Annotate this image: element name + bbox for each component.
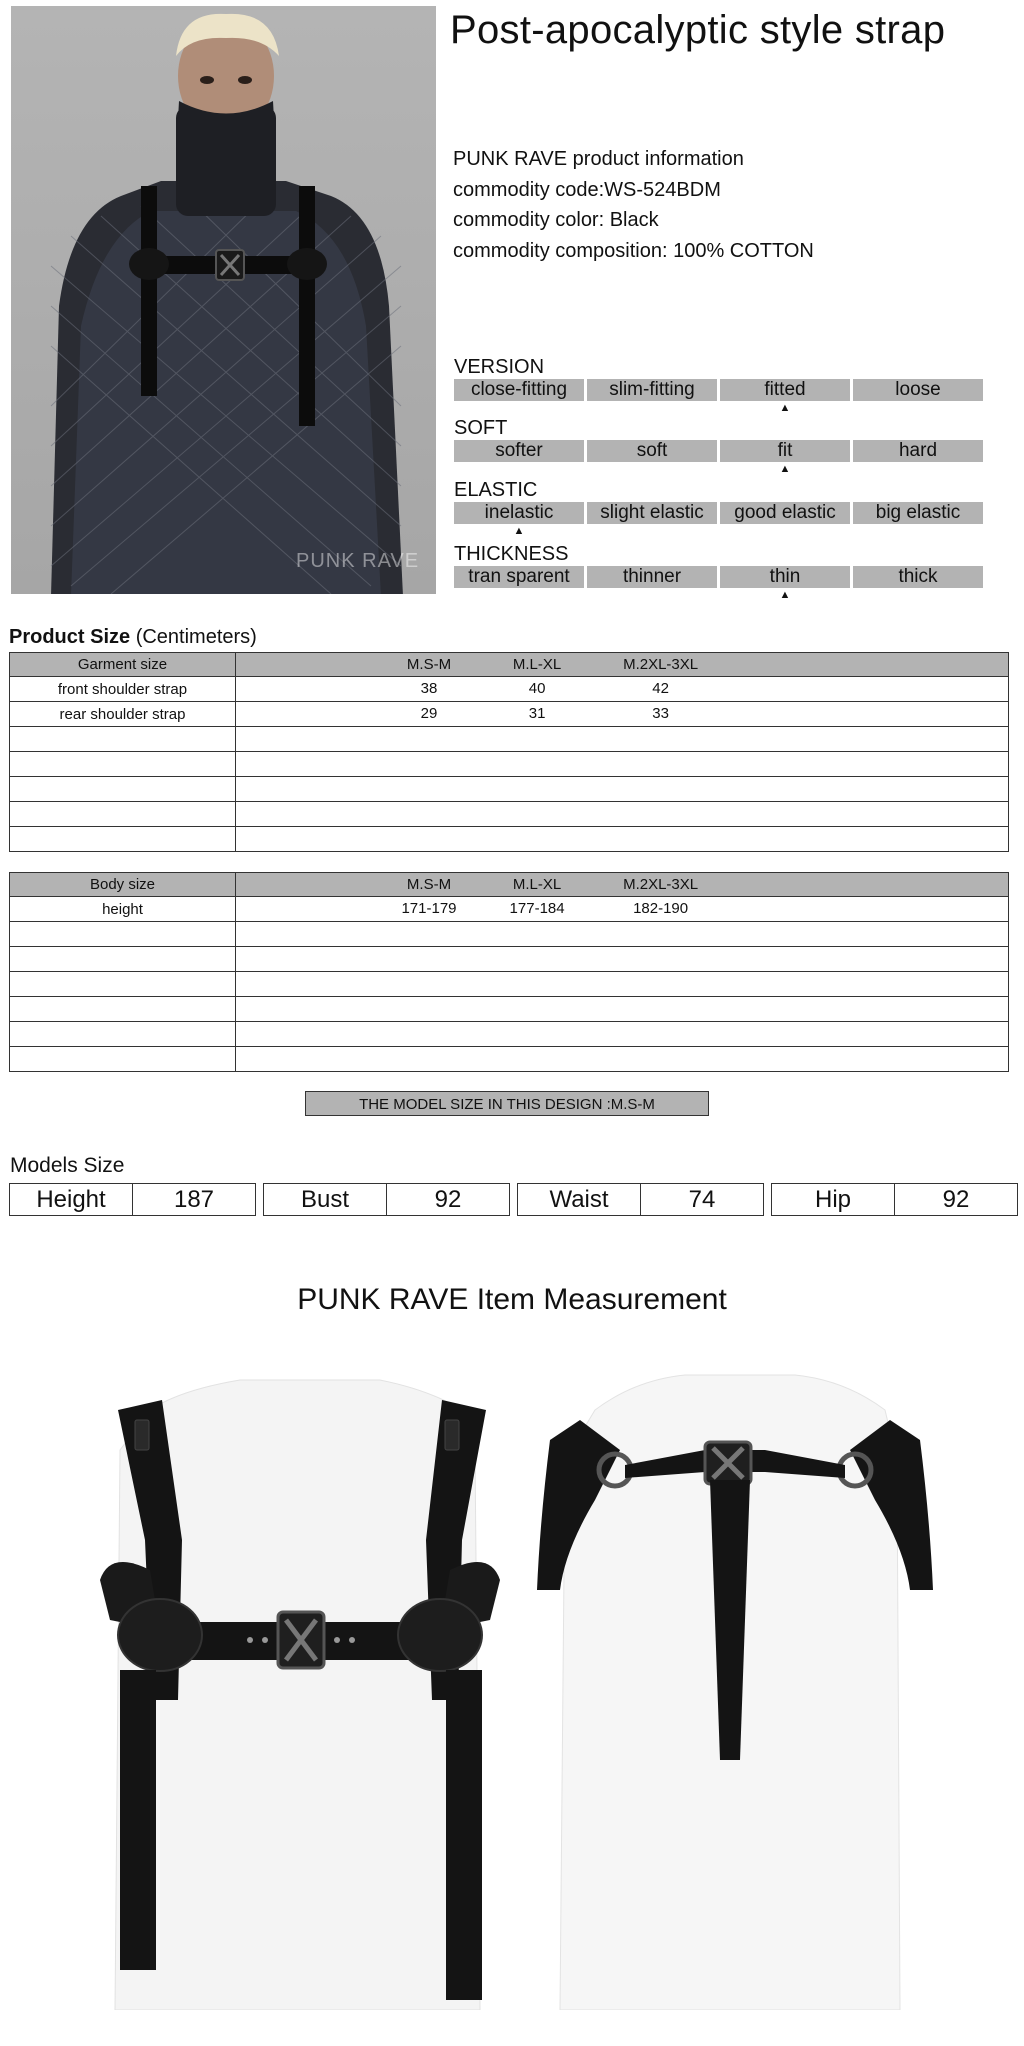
attr-option: slight elastic	[587, 502, 717, 524]
empty-cell	[236, 1022, 1009, 1047]
attr-options	[454, 440, 984, 462]
selected-marker-icon: ▲	[779, 402, 791, 414]
size-section-title: Product Size (Centimeters)	[9, 626, 257, 648]
selected-marker-icon: ▲	[779, 463, 791, 475]
attr-name: VERSION	[454, 356, 545, 378]
empty-cell	[10, 1047, 236, 1072]
row-label: height	[10, 897, 236, 922]
commodity-color: commodity color: Black	[453, 209, 659, 231]
attr-option: hard	[853, 440, 983, 462]
attr-elastic	[454, 479, 984, 538]
size-label: M.2XL-3XL	[623, 656, 699, 673]
attr-option: tran sparent	[454, 566, 584, 588]
garment-size-table	[9, 652, 1009, 852]
commodity-composition: commodity composition: 100% COTTON	[453, 239, 814, 262]
empty-row	[10, 972, 1009, 997]
attr-option: loose	[853, 379, 983, 401]
empty-cell	[10, 752, 236, 777]
empty-row	[10, 1047, 1009, 1072]
models-size-item	[263, 1183, 510, 1216]
marker-slot	[720, 524, 850, 538]
size-label: M.L-XL	[512, 656, 562, 673]
empty-cell	[10, 997, 236, 1022]
attr-option: soft	[587, 440, 717, 462]
row-values	[236, 897, 1009, 922]
row-value: 40	[528, 680, 546, 697]
table-row	[10, 702, 1009, 727]
empty-cell	[236, 802, 1009, 827]
marker-slot	[587, 462, 717, 476]
empty-cell	[10, 972, 236, 997]
model-size-note: THE MODEL SIZE IN THIS DESIGN :M.S-M	[305, 1091, 709, 1116]
marker-slot	[454, 462, 584, 476]
attr-option: softer	[454, 440, 584, 462]
row-value: 182-190	[633, 900, 689, 917]
selected-marker-icon: ▲	[513, 525, 525, 537]
attr-soft	[454, 417, 984, 476]
attr-options	[454, 566, 984, 588]
models-size-item	[771, 1183, 1018, 1216]
product-title: Post-apocalyptic style strap	[450, 8, 946, 52]
row-values	[236, 677, 1009, 702]
info-heading: PUNK RAVE product information	[453, 148, 744, 170]
body-size-table	[9, 872, 1009, 1072]
attr-version	[454, 356, 984, 415]
empty-cell	[236, 752, 1009, 777]
row-values	[236, 702, 1009, 727]
attr-option: thin	[720, 566, 850, 588]
marker-slot	[454, 401, 584, 415]
attr-option: fitted	[720, 379, 850, 401]
size-label: M.L-XL	[512, 876, 562, 893]
empty-row	[10, 802, 1009, 827]
attr-markers	[454, 462, 984, 476]
empty-row	[10, 947, 1009, 972]
empty-cell	[10, 947, 236, 972]
marker-slot	[853, 588, 983, 602]
attr-markers	[454, 524, 984, 538]
empty-cell	[236, 827, 1009, 852]
attr-markers	[454, 588, 984, 602]
table-header-label: Garment size	[10, 653, 236, 677]
watermark-text: PUNK RAVE	[296, 550, 420, 572]
empty-cell	[236, 947, 1009, 972]
table-row	[10, 677, 1009, 702]
strap-back-image	[525, 1370, 945, 2010]
strap-front-image	[90, 1370, 510, 2010]
empty-cell	[236, 972, 1009, 997]
attr-markers	[454, 401, 984, 415]
row-label: rear shoulder strap	[10, 702, 236, 727]
models-size-item	[9, 1183, 256, 1216]
attr-option: close-fitting	[454, 379, 584, 401]
row-value: 177-184	[509, 900, 565, 917]
attr-option: slim-fitting	[587, 379, 717, 401]
empty-row	[10, 752, 1009, 777]
measurement-title: PUNK RAVE Item Measurement	[297, 1283, 727, 1316]
marker-slot	[587, 588, 717, 602]
attr-thickness	[454, 543, 984, 602]
empty-row	[10, 997, 1009, 1022]
attr-option: fit	[720, 440, 850, 462]
models-size-item	[517, 1183, 764, 1216]
empty-cell	[236, 922, 1009, 947]
table-header-row	[10, 873, 1009, 897]
row-label: front shoulder strap	[10, 677, 236, 702]
attr-option: thick	[853, 566, 983, 588]
attr-option: inelastic	[454, 502, 584, 524]
marker-slot	[454, 588, 584, 602]
empty-cell	[236, 727, 1009, 752]
empty-row	[10, 727, 1009, 752]
empty-cell	[236, 997, 1009, 1022]
empty-cell	[10, 727, 236, 752]
row-value: 38	[420, 680, 438, 697]
size-label: M.S-M	[406, 876, 452, 893]
table-row	[10, 897, 1009, 922]
attr-option: big elastic	[853, 502, 983, 524]
product-info	[453, 144, 814, 266]
attr-option: good elastic	[720, 502, 850, 524]
table-header-sizes	[236, 873, 1009, 897]
row-value: 33	[652, 705, 669, 722]
empty-row	[10, 827, 1009, 852]
empty-cell	[10, 802, 236, 827]
size-label: M.2XL-3XL	[623, 876, 699, 893]
marker-slot	[853, 462, 983, 476]
table-header-row	[10, 653, 1009, 677]
commodity-code: commodity code:WS-524BDM	[453, 178, 721, 201]
empty-row	[10, 922, 1009, 947]
row-value: 29	[420, 705, 438, 722]
empty-row	[10, 1022, 1009, 1047]
marker-slot	[587, 401, 717, 415]
attr-name: SOFT	[454, 417, 508, 439]
empty-cell	[10, 1022, 236, 1047]
attr-options	[454, 379, 984, 401]
models-size-label: Models Size	[10, 1154, 125, 1177]
models-size-name: Hip	[814, 1186, 851, 1213]
models-size-row	[9, 1183, 1018, 1216]
row-value: 31	[528, 705, 546, 722]
models-size-name: Height	[36, 1186, 106, 1213]
model-photo	[11, 6, 436, 594]
size-label: M.S-M	[406, 656, 452, 673]
attr-options	[454, 502, 984, 524]
selected-marker-icon: ▲	[779, 589, 791, 601]
empty-cell	[10, 777, 236, 802]
marker-slot	[853, 524, 983, 538]
empty-cell	[236, 1047, 1009, 1072]
models-size-name: Bust	[300, 1186, 350, 1213]
table-header-label: Body size	[10, 873, 236, 897]
model-illustration	[11, 6, 436, 594]
marker-slot	[587, 524, 717, 538]
attr-option: thinner	[587, 566, 717, 588]
attr-name: ELASTIC	[454, 479, 538, 501]
empty-cell	[10, 827, 236, 852]
row-value: 171-179	[401, 900, 457, 917]
marker-slot	[853, 401, 983, 415]
empty-cell	[236, 777, 1009, 802]
models-size-value: 92	[386, 1184, 509, 1215]
empty-cell	[10, 922, 236, 947]
models-size-value: 187	[132, 1184, 255, 1215]
models-size-value: 92	[894, 1184, 1017, 1215]
models-size-value: 74	[640, 1184, 763, 1215]
empty-row	[10, 777, 1009, 802]
attr-name: THICKNESS	[454, 543, 569, 565]
table-header-sizes	[236, 653, 1009, 677]
models-size-name: Waist	[549, 1186, 609, 1213]
row-value: 42	[652, 680, 669, 697]
